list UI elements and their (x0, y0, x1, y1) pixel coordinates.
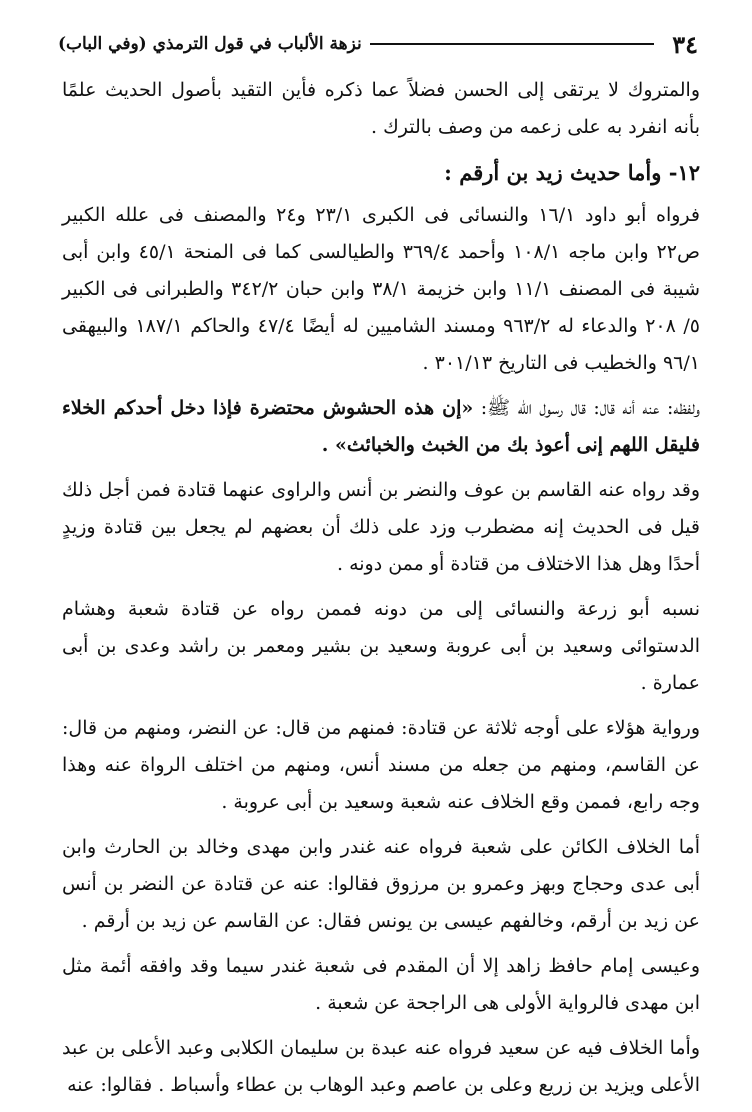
paragraph: نسبه أبو زرعة والنسائى إلى من دونه فممن رواه عن قتادة شعبة وهشام الدستوائى وسعيد بن أبى عروبة وسعيد بن بشير ومعمر بن راشد وعدى بن أبى عمارة . (62, 598, 700, 694)
running-title: نزهة الألباب في قول الترمذي (وفي الباب) (58, 34, 362, 54)
hadith-intro: ولفظه: عنه أنه قال: قال رسول الله ﷺ: (473, 397, 700, 419)
page-header (58, 30, 698, 58)
header-rule (370, 43, 654, 45)
paragraph: والمتروك لا يرتقى إلى الحسن فضلاً عما ذكره فأين التقيد بأصول الحديث علمًا بأنه انفرد به على زعمه من وصف بالترك . (62, 79, 700, 138)
paragraph: فرواه أبو داود ١٦/١ والنسائى فى الكبرى ٢٣/١ و٢٤ والمصنف فى علله الكبير ص٢٢ وابن ماجه ١٠٨/١ وأحمد ٣٦٩/٤ والطيالسى كما فى المنحة ٤٥/١ وابن أبى شيبة فى المصنف ١١/١ وابن خزيمة ٣٨/١ وابن حبان ٣٤٢/٢ والطبرانى فى الكبير ٥/ ٢٠٨ والدعاء له ٩٦٣/٢ ومسند الشاميين له أيضًا ٤٧/٤ والحاكم ١٨٧/١ والبيهقى ٩٦/١ والخطيب فى التاريخ ٣٠١/١٣ . (62, 204, 701, 374)
paragraph: وقد رواه عنه القاسم بن عوف والنضر بن أنس والراوى عنهما قتادة فمن أجل ذلك قيل فى الحديث إنه مضطرب وزد على ذلك أن بعضهم لم يجعل بين قتادة وزيدٍ أحدًا وهل هذا الاختلاف من قتادة أو ممن دونه . (62, 479, 700, 575)
section-heading: ١٢- وأما حديث زيد بن أرقم : (444, 160, 700, 185)
paragraph: وأما الخلاف فيه عن سعيد فرواه عنه عبدة بن سليمان الكلابى وعبد الأعلى بن عبد الأعلى ويزيد بن زريع وعلى بن عاصم وعبد الوهاب بن عطاء وأسباط . فقالوا: عنه (62, 1037, 700, 1096)
page-body (62, 72, 700, 1112)
paragraph: ورواية هؤلاء على أوجه ثلاثة عن قتادة: فمنهم من قال: عن النضر، ومنهم من قال: عن القاسم، ومنهم من جعله من مسند أنس، ومنهم من اختلف الرواة عنه وهذا وجه رابع، فممن وقع الخلاف عنه شعبة وسعيد بن أبى عروبة . (62, 717, 700, 813)
paragraph: وعيسى إمام حافظ زاهد إلا أن المقدم فى شعبة غندر سيما وقد وافقه أئمة مثل ابن مهدى فالرواية الأولى هى الراجحة عن شعبة . (62, 955, 700, 1014)
paragraph (62, 390, 700, 464)
hadith-quote: «إن هذه الحشوش محتضرة فإذا دخل أحدكم الخلاء فليقل اللهم إنى أعوذ بك من الخبث والخبائث» . (62, 397, 700, 456)
page-number: ٣٤ (672, 29, 698, 59)
paragraph: أما الخلاف الكائن على شعبة فرواه عنه غندر وابن مهدى وخالد بن الحارث وابن أبى عدى وحجاج وبهز وعمرو بن مرزوق فقالوا: عنه عن قتادة عن النضر بن أنس عن زيد بن أرقم، وخالفهم عيسى بن يونس فقال: عن القاسم عن زيد بن أرقم . (62, 836, 700, 932)
